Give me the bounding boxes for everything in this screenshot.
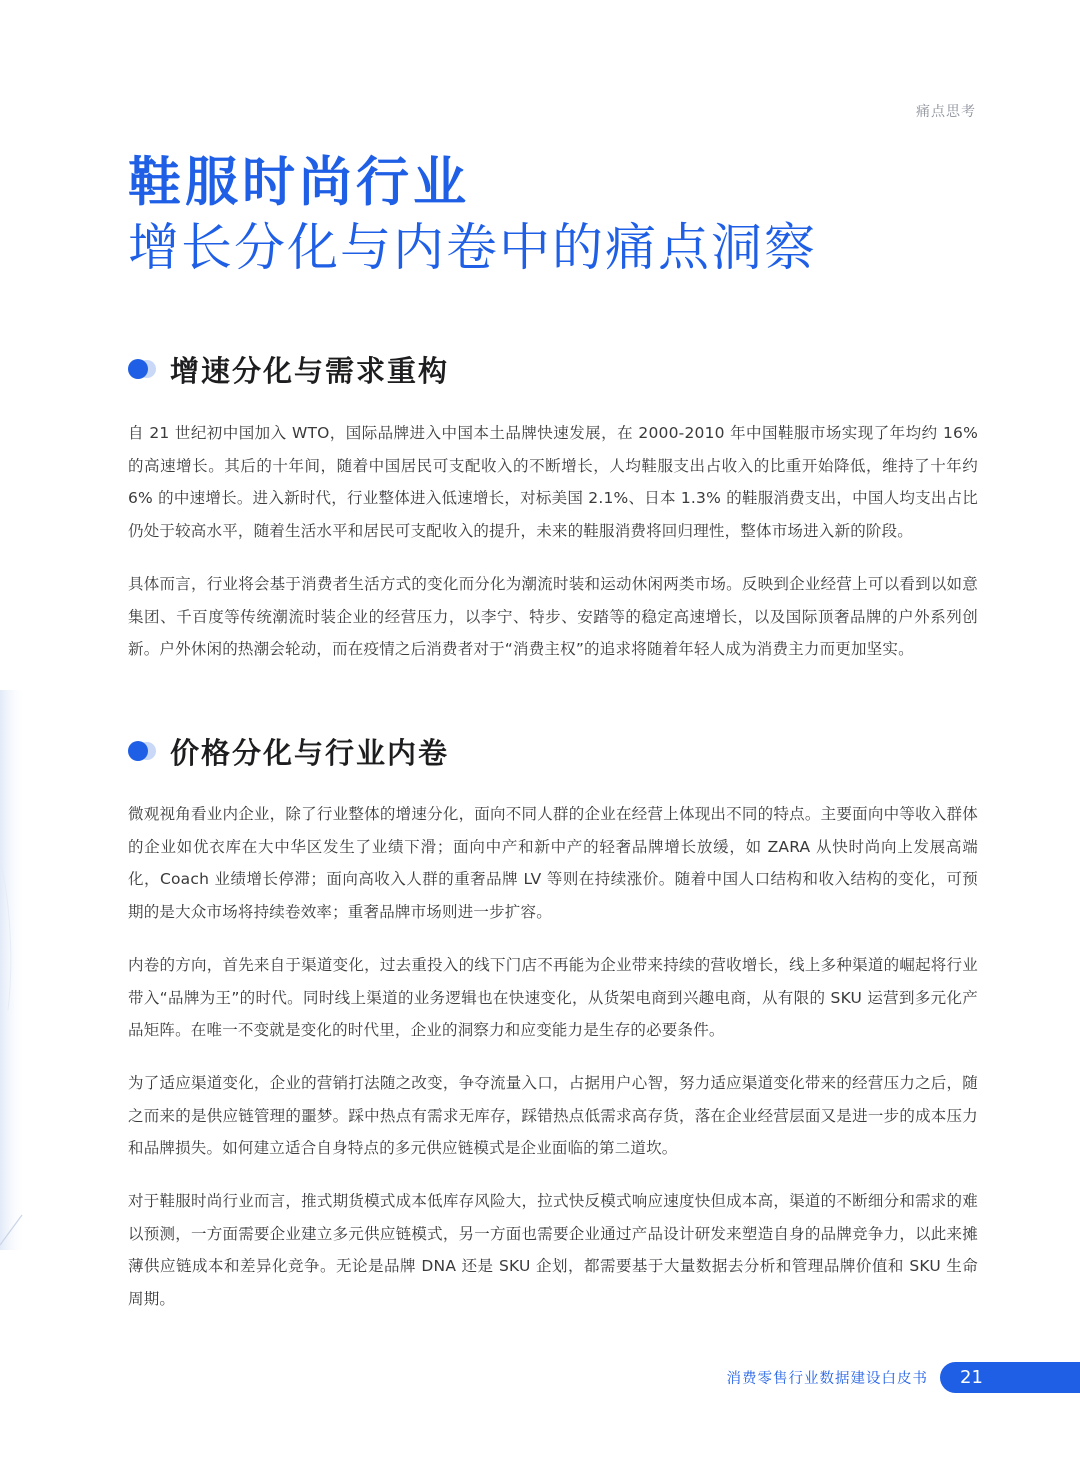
section-price-divergence [128,728,978,1316]
body-paragraph: 具体而言，行业将会基于消费者生活方式的变化而分化为潮流时装和运动休闲两类市场。反映到企业经营上可以看到以如意集团、千百度等传统潮流时装企业的经营压力，以李宁、特步、安踏等的稳定高速增长，以及国际顶奢品牌的户外系列创新。户外休闲的热潮会轮动，而在疫情之后消费者对于“消费主权”的追求将随着年轻人成为消费主力而更加坚实。 [128,574,978,659]
section-heading [128,728,978,774]
running-head: 痛点思考 [916,104,976,120]
section-title: 增速分化与需求重构 [170,353,450,388]
page-subtitle: 增长分化与内卷中的痛点洞察 [128,219,818,278]
footer-publication-title: 消费零售行业数据建设白皮书 [726,1371,928,1387]
body-paragraph: 为了适应渠道变化，企业的营销打法随之改变，争夺流量入口，占据用户心智，努力适应渠道变化带来的经营压力之后，随之而来的是供应链管理的噩梦。踩中热点有需求无库存，踩错热点低需求高存货，落在企业经营层面又是进一步的成本压力和品牌损失。如何建立适合自身特点的多元供应链模式是企业面临的第二道坎。 [128,1073,978,1158]
body-paragraph: 自 21 世纪初中国加入 WTO，国际品牌进入中国本土品牌快速发展，在 2000-2010 年中国鞋服市场实现了年均约 16% 的高速增长。其后的十年间，随着中国居民可支配收入的不断增长，人均鞋服支出占收入的比重开始降低，维持了十年约 6% 的中速增长。进入新时代，行业整体进入低速增长，对标美国 2.1%、日本 1.3% 的鞋服消费支出，中国人均支出占比仍处于较高水平，随着生活水平和居民可支配收入的提升，未来的鞋服消费将回归理性，整体市场进入新的阶段。 [128,424,978,541]
section-growth-divergence [128,346,978,666]
bullet-dot-icon [128,358,160,380]
page-number-badge: 21 [940,1362,1080,1393]
page-title: 鞋服时尚行业 [128,152,470,213]
section-heading [128,346,978,392]
section-title: 价格分化与行业内卷 [170,735,450,770]
body-paragraph: 微观视角看业内企业，除了行业整体的增速分化，面向不同人群的企业在经营上体现出不同的特点。主要面向中等收入群体的企业如优衣库在大中华区发生了业绩下滑；面向中产和新中产的轻奢品牌增长放缓，如 ZARA 从快时尚向上发展高端化，Coach 业绩增长停滞；面向高收入人群的重奢品牌 LV 等则在持续涨价。随着中国人口结构和收入结构的变化，可预期的是大众市场将持续卷效率；重奢品牌市场则进一步扩容。 [128,805,978,922]
bullet-dot-icon [128,740,160,762]
body-paragraph: 内卷的方向，首先来自于渠道变化，过去重投入的线下门店不再能为企业带来持续的营收增长，线上多种渠道的崛起将行业带入“品牌为王”的时代。同时线上渠道的业务逻辑也在快速变化，从货架电商到兴趣电商，从有限的 SKU 运营到多元化产品矩阵。在唯一不变就是变化的时代里，企业的洞察力和应变能力是生存的必要条件。 [128,955,978,1040]
body-paragraph: 对于鞋服时尚行业而言，推式期货模式成本低库存风险大，拉式快反模式响应速度快但成本高，渠道的不断细分和需求的难以预测，一方面需要企业建立多元供应链模式，另一方面也需要企业通过产品设计研发来塑造自身的品牌竞争力，以此来摊薄供应链成本和差异化竞争。无论是品牌 DNA 还是 SKU 企划，都需要基于大量数据去分析和管理品牌价值和 SKU 生命周期。 [128,1192,978,1309]
